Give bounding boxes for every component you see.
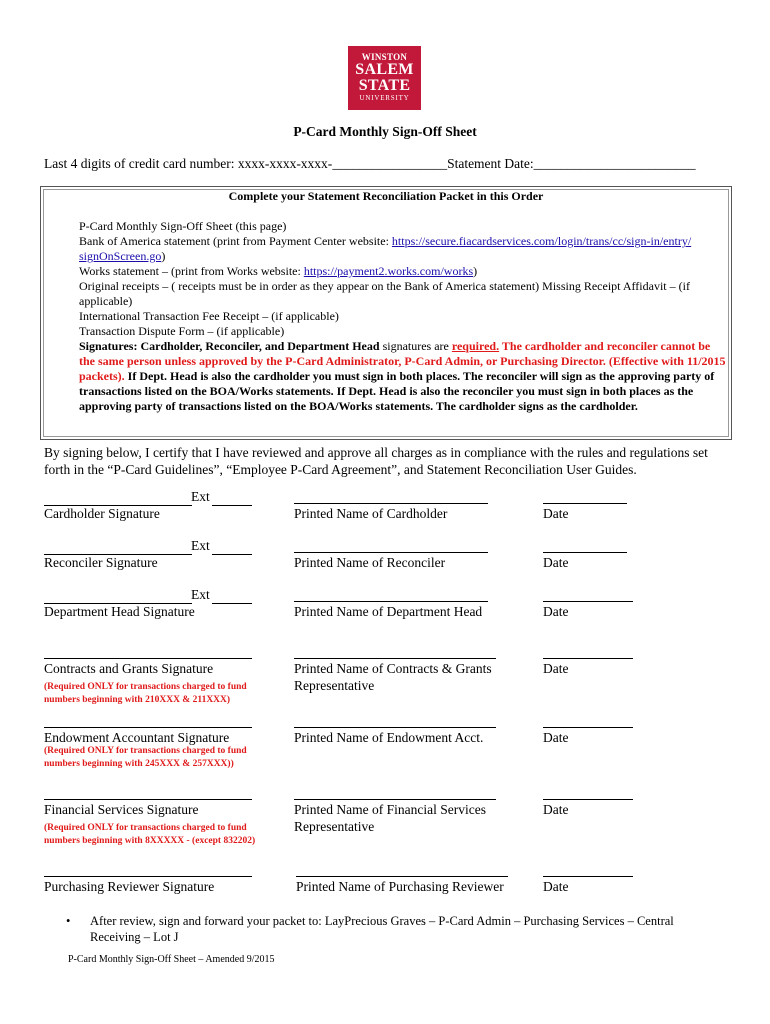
purchasing-name-line[interactable] — [296, 876, 508, 877]
financial-date-line[interactable] — [543, 799, 633, 800]
logo-line-3: STATE — [358, 77, 411, 94]
cardholder-ext-line[interactable] — [212, 505, 252, 506]
contracts-signature-label: Contracts and Grants Signature — [44, 661, 214, 676]
endowment-signature-label: Endowment Accountant Signature — [44, 730, 230, 745]
packet-item-receipts: Original receipts – ( receipts must be in order as they appear on the Bank of America statement) Missing Receipt Affidavit – (if applicable) — [79, 279, 690, 308]
packet-item-works-end: ) — [473, 264, 478, 278]
endowment-requirement-note: (Required ONLY for transactions charged to fund numbers beginning with 245XXX & 257XXX)) — [44, 746, 247, 769]
cardholder-date-line[interactable] — [543, 503, 627, 504]
boa-link[interactable]: https://secure.fiacardservices.com/login/trans/cc/sign-in/entry/ — [391, 234, 692, 248]
depthead-date-line[interactable] — [543, 601, 633, 602]
card-number-line — [44, 156, 696, 172]
packet-item-boa-text: Bank of America statement (print from Payment Center website: — [79, 234, 392, 248]
signatures-red-note: The cardholder and reconciler cannot be the same person unless approved by the P-Card Administrator, P-Card Admin, or Purchasing Director. (Effective with 11/2015 packets). — [79, 339, 726, 383]
purchasing-date-line[interactable] — [543, 876, 633, 877]
forward-instruction-text: After review, sign and forward your packet to: LayPrecious Graves – P-Card Admin – Purchasing Services – Central Receiving – Lot J — [90, 914, 674, 944]
contracts-name-line[interactable] — [294, 658, 496, 659]
packet-item-signoff: P-Card Monthly Sign-Off Sheet (this page) — [79, 219, 287, 233]
packet-order-list — [79, 219, 729, 414]
contracts-date-line[interactable] — [543, 658, 633, 659]
depthead-name-label: Printed Name of Department Head — [294, 604, 483, 619]
depthead-ext-line[interactable] — [212, 603, 252, 604]
boa-link-continued[interactable]: signOnScreen.go — [79, 249, 162, 263]
cardholder-name-line[interactable] — [294, 503, 488, 504]
depthead-signature-label: Department Head Signature — [44, 604, 195, 619]
contracts-requirement-note: (Required ONLY for transactions charged to fund numbers beginning with 210XXX & 211XXX) — [44, 682, 247, 705]
contracts-signature-line[interactable] — [44, 658, 252, 659]
endowment-date-line[interactable] — [543, 727, 633, 728]
signatures-mid: signatures are — [379, 339, 452, 353]
signatures-bold: Signatures: Cardholder, Reconciler, and Department Head — [79, 339, 380, 353]
purchasing-signature-label: Purchasing Reviewer Signature — [44, 879, 215, 894]
purchasing-date-label: Date — [543, 879, 569, 894]
cardholder-date-label: Date — [543, 506, 569, 521]
page-title: P-Card Monthly Sign-Off Sheet — [293, 124, 477, 139]
signatures-rest: If Dept. Head is also the cardholder you must sign in both places. The reconciler will sign as the approving party of transactions listed on the BOA/Works statements. If Dept. Head is also the reconciler you must sign in both places as the approving party of transactions listed on the BOA/Works statements. The cardholder signs as the cardholder. — [79, 369, 715, 413]
certification-statement: By signing below, I certify that I have reviewed and approve all charges as in compliance with the rules and regulations set forth in the “P-Card Guidelines”, “Employee P-Card Agreement”, and Statement Reconciliation User Guides. — [44, 445, 708, 477]
statement-date-blank[interactable]: ________________________ — [533, 156, 696, 171]
financial-signature-line[interactable] — [44, 799, 252, 800]
reconciler-ext-line[interactable] — [212, 554, 252, 555]
cardholder-signature-label: Cardholder Signature — [44, 506, 160, 521]
cardholder-name-label: Printed Name of Cardholder — [294, 506, 448, 521]
reconciler-name-label: Printed Name of Reconciler — [294, 555, 446, 570]
endowment-signature-line[interactable] — [44, 727, 252, 728]
packet-item-boa-end: ) — [161, 249, 166, 263]
works-link[interactable]: https://payment2.works.com/works — [303, 264, 474, 278]
packet-item-dispute: Transaction Dispute Form – (if applicable) — [79, 324, 285, 338]
contracts-date-label: Date — [543, 661, 569, 676]
contracts-name-label-2: Representative — [294, 678, 375, 693]
page-footer: P-Card Monthly Sign-Off Sheet – Amended 9/2015 — [68, 954, 275, 965]
depthead-name-line[interactable] — [294, 601, 488, 602]
packet-item-works-text: Works statement – (print from Works website: — [79, 264, 304, 278]
depthead-ext-label: Ext — [191, 587, 210, 602]
depthead-date-label: Date — [543, 604, 569, 619]
reconciler-signature-label: Reconciler Signature — [44, 555, 158, 570]
logo-line-1: WINSTON — [361, 52, 408, 62]
endowment-name-label: Printed Name of Endowment Acct. — [294, 730, 484, 745]
financial-signature-label: Financial Services Signature — [44, 802, 199, 817]
cardholder-ext-label: Ext — [191, 489, 210, 504]
packet-item-boa — [79, 234, 729, 264]
reconciler-name-line[interactable] — [294, 552, 488, 553]
reconciler-ext-label: Ext — [191, 538, 210, 553]
signatures-required: required. — [451, 339, 500, 353]
reconciler-date-label: Date — [543, 555, 569, 570]
financial-requirement-note: (Required ONLY for transactions charged to fund numbers beginning with 8XXXXX - (except 832202) — [44, 823, 256, 846]
university-logo — [348, 46, 421, 110]
logo-line-4: UNIVERSITY — [359, 94, 410, 102]
contracts-name-label: Printed Name of Contracts & Grants — [294, 661, 492, 676]
packet-item-signatures — [79, 339, 729, 414]
logo-line-2: SALEM — [355, 61, 414, 78]
financial-name-label: Printed Name of Financial Services — [294, 802, 486, 817]
purchasing-name-label: Printed Name of Purchasing Reviewer — [296, 879, 504, 894]
card-number-blank-2[interactable]: _____ — [413, 156, 448, 171]
statement-date-label: Statement Date: — [447, 156, 534, 171]
financial-name-label-2: Representative — [294, 819, 375, 834]
financial-date-label: Date — [543, 802, 569, 817]
reconciler-date-line[interactable] — [543, 552, 627, 553]
forward-instruction — [66, 913, 736, 945]
card-number-label: Last 4 digits of credit card number: xxxx-xxxx-xxxx- — [44, 156, 333, 171]
card-number-blank[interactable]: ____________ — [332, 156, 414, 171]
endowment-name-line[interactable] — [294, 727, 496, 728]
packet-item-works — [79, 264, 729, 279]
endowment-date-label: Date — [543, 730, 569, 745]
packet-item-intl-fee: International Transaction Fee Receipt – (if applicable) — [79, 309, 339, 323]
financial-name-line[interactable] — [294, 799, 496, 800]
purchasing-signature-line[interactable] — [44, 876, 252, 877]
bullet-icon: • — [66, 914, 71, 928]
packet-order-heading: Complete your Statement Reconciliation Packet in this Order — [228, 189, 544, 203]
